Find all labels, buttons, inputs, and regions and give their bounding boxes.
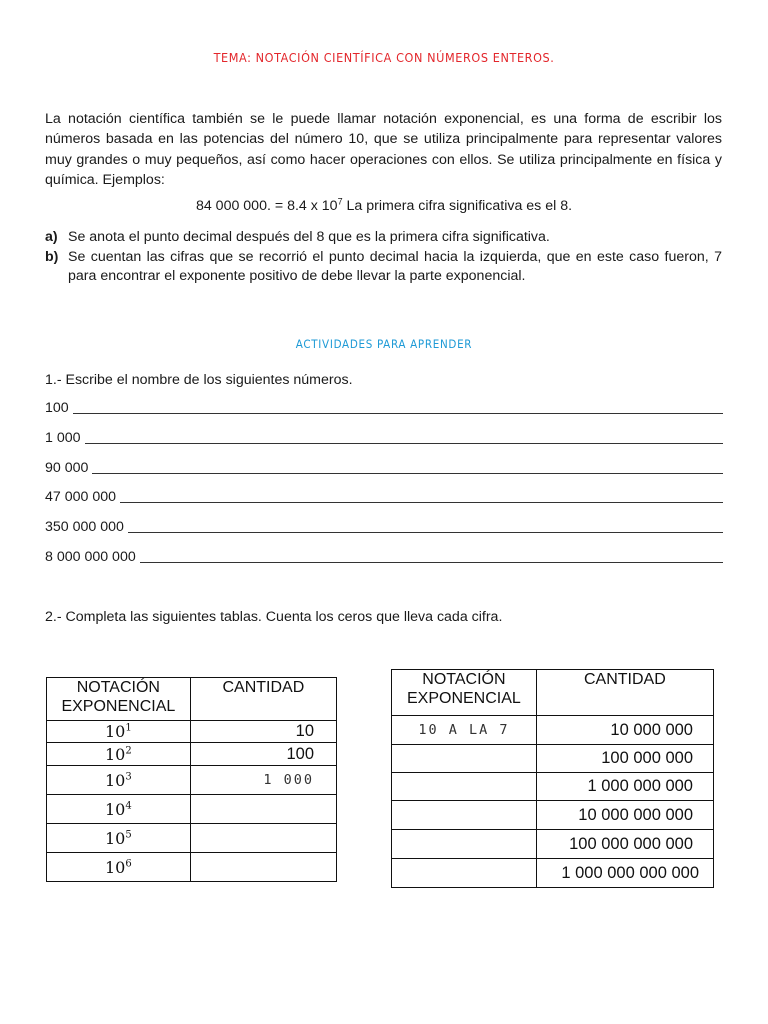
power-base: 10	[104, 722, 126, 741]
quantity-cell[interactable]	[190, 795, 336, 824]
table-quantities	[391, 669, 714, 888]
notation-cell[interactable]	[392, 773, 537, 801]
number-label: 1 000	[45, 430, 81, 446]
step-a	[45, 228, 722, 248]
activities-heading: ACTIVIDADES PARA APRENDER	[295, 337, 473, 351]
table-row	[392, 859, 714, 888]
quantity-cell[interactable]: 10	[190, 721, 336, 743]
power-base: 10	[104, 857, 126, 877]
step-text: Se anota el punto decimal después del 8 que es la primera cifra significativa.	[68, 229, 550, 245]
number-label: 100	[45, 400, 69, 416]
table-row	[47, 721, 337, 743]
power-cell	[47, 721, 191, 743]
answer-blank[interactable]	[73, 400, 723, 414]
power-cell	[47, 743, 191, 766]
answer-blank[interactable]	[140, 549, 723, 563]
example-exponent: 7	[337, 196, 343, 207]
answer-line[interactable]	[45, 519, 723, 535]
power-exponent: 3	[125, 771, 132, 783]
question-1-prompt: 1.- Escribe el nombre de los siguientes números.	[45, 372, 353, 388]
table-row	[392, 745, 714, 773]
answer-line[interactable]	[45, 489, 723, 505]
steps-list	[45, 228, 722, 287]
quantity-cell: 1 000 000 000	[536, 773, 713, 801]
number-label: 47 000 000	[45, 489, 117, 505]
header-quantity: CANTIDAD	[190, 678, 336, 721]
example-number: 84 000 000. = 8.4 x 10	[195, 198, 338, 214]
number-label: 350 000 000	[45, 519, 124, 535]
power-base: 10	[104, 799, 126, 819]
table-row	[392, 773, 714, 801]
step-text: Se cuentan las cifras que se recorrió el punto decimal hacia la izquierda, que en este caso fueron, 7 para encontrar el exponente positivo de debe llevar la parte exponencial.	[68, 248, 722, 284]
power-cell	[47, 795, 191, 824]
table-row	[392, 801, 714, 830]
power-base: 10	[104, 770, 126, 790]
quantity-cell: 100 000 000	[536, 745, 713, 773]
notation-cell[interactable]	[392, 801, 537, 830]
quantity-cell: 1 000 000 000 000	[536, 859, 713, 888]
number-label: 8 000 000 000	[45, 549, 136, 565]
quantity-cell[interactable]: 1 000	[190, 766, 336, 795]
power-base: 10	[104, 828, 126, 848]
step-marker: a)	[45, 229, 58, 245]
power-exponent: 2	[125, 745, 132, 757]
header-notation: NOTACIÓN EXPONENCIAL	[47, 678, 191, 721]
notation-cell[interactable]	[392, 745, 537, 773]
answer-line[interactable]	[45, 549, 723, 565]
quantity-cell[interactable]	[190, 853, 336, 882]
quantity-cell[interactable]: 100	[190, 743, 336, 766]
step-marker: b)	[45, 248, 59, 265]
answer-blank[interactable]	[128, 519, 723, 533]
quantity-cell: 100 000 000 000	[536, 830, 713, 859]
table-row	[47, 743, 337, 766]
table-header-row	[47, 678, 337, 721]
table-row	[47, 824, 337, 853]
quantity-cell[interactable]	[190, 824, 336, 853]
table-row	[47, 853, 337, 882]
answer-line[interactable]	[45, 460, 723, 476]
answer-line[interactable]	[45, 430, 723, 446]
power-cell	[47, 853, 191, 882]
power-exponent: 4	[125, 800, 132, 812]
question-2-prompt: 2.- Completa las siguientes tablas. Cuenta los ceros que lleva cada cifra.	[45, 609, 503, 625]
example-note: La primera cifra significativa es el 8.	[342, 198, 573, 214]
header-notation: NOTACIÓN EXPONENCIAL	[392, 670, 537, 716]
answer-blank[interactable]	[120, 489, 723, 503]
answer-line[interactable]	[45, 400, 723, 416]
power-exponent: 6	[125, 858, 132, 870]
power-base: 10	[104, 744, 126, 764]
table-row	[392, 716, 714, 745]
answer-blank[interactable]	[85, 430, 723, 444]
power-exponent: 1	[125, 722, 132, 734]
example-line	[0, 198, 768, 214]
table-header-row	[392, 670, 714, 716]
power-exponent: 5	[125, 829, 132, 841]
power-cell	[47, 824, 191, 853]
quantity-cell: 10 000 000 000	[536, 801, 713, 830]
answer-blank[interactable]	[92, 460, 723, 474]
table-row	[47, 766, 337, 795]
intro-paragraph: La notación científica también se le puede llamar notación exponencial, es una forma de escribir los números basada en las potencias del número 10, que se utiliza principalmente para representar valores muy grandes o muy pequeños, así como hacer operaciones con ellos. Se utiliza principalmente en física y química. Ejemplos:	[45, 111, 722, 189]
power-cell	[47, 766, 191, 795]
notation-cell[interactable]	[392, 830, 537, 859]
notation-cell[interactable]: 10 A LA 7	[392, 716, 537, 745]
page-title: TEMA: NOTACIÓN CIENTÍFICA CON NÚMEROS ENTEROS.	[213, 50, 555, 65]
notation-cell[interactable]	[392, 859, 537, 888]
table-powers	[46, 677, 337, 882]
number-label: 90 000	[45, 460, 89, 476]
table-row	[47, 795, 337, 824]
quantity-cell: 10 000 000	[536, 716, 713, 745]
table-row	[392, 830, 714, 859]
step-b	[45, 248, 722, 287]
header-quantity: CANTIDAD	[536, 670, 713, 716]
